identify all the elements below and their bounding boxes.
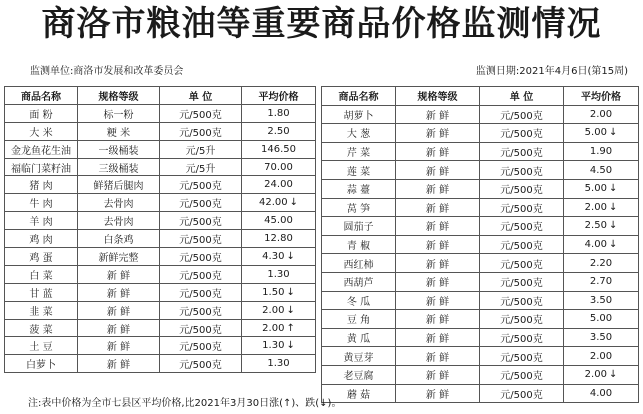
cell-name: 莲 菜: [322, 161, 396, 180]
table-row: [5, 265, 316, 283]
cell-name: 蘑 菇: [322, 384, 396, 403]
price-value: 3.50: [589, 332, 613, 344]
cell-unit: 元/500克: [480, 291, 564, 310]
arrow-down-icon: ↓: [286, 304, 295, 316]
cell-spec: 标一粉: [78, 104, 160, 122]
cell-unit: 元/500克: [480, 347, 564, 366]
price-value: 12.80: [264, 233, 293, 245]
price-value: 2.00: [589, 108, 613, 120]
cell-name: 青 椒: [322, 235, 396, 254]
cell-price: [242, 158, 316, 176]
cell-unit: 元/500克: [160, 212, 242, 230]
cell-name: 西红柿: [322, 254, 396, 273]
price-value: 1.30: [262, 340, 285, 352]
cell-price: [242, 248, 316, 266]
cell-price: [242, 212, 316, 230]
cell-spec: 新 鲜: [396, 105, 480, 124]
cell-unit: 元/500克: [480, 310, 564, 329]
cell-price: [564, 198, 639, 217]
cell-name: 菠 菜: [5, 319, 78, 337]
cell-unit: 元/500克: [160, 194, 242, 212]
price-value: 3.50: [589, 294, 613, 306]
cell-unit: 元/500克: [480, 124, 564, 143]
cell-name: 蒜 薹: [322, 179, 396, 198]
price-value: 4.50: [589, 164, 613, 176]
cell-unit: 元/500克: [480, 254, 564, 273]
table-row: [5, 355, 316, 373]
cell-name: 白 菜: [5, 265, 78, 283]
cell-price: [242, 337, 316, 355]
table-row: [322, 198, 639, 217]
col-header-price: 平均价格: [564, 87, 639, 106]
cell-name: 大 葱: [322, 124, 396, 143]
cell-price: [564, 384, 639, 403]
cell-name: 芹 菜: [322, 142, 396, 161]
cell-spec: 新 鲜: [396, 347, 480, 366]
cell-spec: 新 鲜: [396, 310, 480, 329]
col-header-unit: 单 位: [480, 87, 564, 106]
cell-spec: 新 鲜: [396, 254, 480, 273]
cell-price: [242, 140, 316, 158]
cell-name: 土 豆: [5, 337, 78, 355]
cell-unit: 元/500克: [480, 217, 564, 236]
cell-price: [564, 328, 639, 347]
price-table-left: [4, 86, 316, 373]
cell-price: [564, 254, 639, 273]
cell-unit: 元/500克: [480, 198, 564, 217]
cell-name: 老豆腐: [322, 365, 396, 384]
table-row: [322, 272, 639, 291]
col-header-unit: 单 位: [160, 87, 242, 105]
cell-unit: 元/500克: [160, 104, 242, 122]
cell-unit: 元/500克: [160, 122, 242, 140]
cell-spec: 新 鲜: [78, 283, 160, 301]
cell-price: [564, 310, 639, 329]
cell-price: [564, 105, 639, 124]
table-row: [322, 328, 639, 347]
cell-price: [242, 230, 316, 248]
price-value: 24.00: [264, 179, 293, 191]
cell-unit: 元/500克: [160, 337, 242, 355]
cell-spec: 新 鲜: [396, 217, 480, 236]
cell-unit: 元/500克: [480, 105, 564, 124]
cell-spec: 新 鲜: [396, 124, 480, 143]
table-row: [322, 291, 639, 310]
cell-unit: 元/500克: [160, 265, 242, 283]
arrow-up-icon: ↑: [286, 322, 295, 334]
arrow-down-icon: ↓: [608, 220, 618, 232]
cell-spec: 新 鲜: [78, 301, 160, 319]
cell-unit: 元/500克: [480, 235, 564, 254]
col-header-spec: 规格等级: [396, 87, 480, 106]
table-row: [322, 217, 639, 236]
cell-spec: 新 鲜: [396, 365, 480, 384]
cell-price: [242, 283, 316, 301]
cell-name: 猪 肉: [5, 176, 78, 194]
cell-price: [242, 265, 316, 283]
cell-spec: 新 鲜: [396, 291, 480, 310]
cell-name: 圆茄子: [322, 217, 396, 236]
cell-unit: 元/500克: [480, 161, 564, 180]
price-value: 4.00: [589, 387, 613, 399]
cell-unit: 元/500克: [480, 328, 564, 347]
cell-name: 莴 笋: [322, 198, 396, 217]
table-row: [5, 104, 316, 122]
cell-spec: 新 鲜: [396, 179, 480, 198]
cell-name: 白萝卜: [5, 355, 78, 373]
cell-spec: 新 鲜: [396, 272, 480, 291]
price-value: 42.00: [258, 197, 288, 209]
table-row: [5, 140, 316, 158]
cell-name: 大 米: [5, 122, 78, 140]
arrow-down-icon: ↓: [608, 127, 618, 139]
cell-spec: 新鲜完整: [78, 248, 160, 266]
price-value: 45.00: [264, 215, 293, 227]
col-header-price: 平均价格: [242, 87, 316, 105]
cell-price: [564, 365, 639, 384]
price-value: 70.00: [264, 161, 293, 173]
price-value: 1.50: [262, 286, 285, 298]
table-row: [5, 319, 316, 337]
cell-unit: 元/500克: [160, 230, 242, 248]
price-value: 2.50: [267, 125, 290, 137]
price-value: 2.00: [589, 350, 613, 362]
cell-spec: 鲜猪后腿肉: [78, 176, 160, 194]
cell-spec: 新 鲜: [78, 265, 160, 283]
table-row: [5, 301, 316, 319]
page-title: 商洛市粮油等重要商品价格监测情况: [41, 4, 602, 44]
table-row: [322, 105, 639, 124]
cell-unit: 元/500克: [480, 384, 564, 403]
cell-name: 甘 蓝: [5, 283, 78, 301]
table-row: [322, 235, 639, 254]
table-row: [322, 365, 639, 384]
cell-price: [564, 142, 639, 161]
cell-name: 黄 瓜: [322, 328, 396, 347]
cell-name: 胡萝卜: [322, 105, 396, 124]
price-value: 2.00: [262, 322, 285, 334]
cell-spec: 新 鲜: [396, 235, 480, 254]
cell-unit: 元/5升: [160, 140, 242, 158]
arrow-down-icon: ↓: [608, 369, 618, 381]
cell-spec: 新 鲜: [396, 384, 480, 403]
cell-price: [242, 104, 316, 122]
cell-spec: 新 鲜: [396, 198, 480, 217]
cell-spec: 白条鸡: [78, 230, 160, 248]
cell-unit: 元/5升: [160, 158, 242, 176]
cell-name: 冬 瓜: [322, 291, 396, 310]
price-value: 5.00: [584, 127, 607, 139]
cell-spec: 新 鲜: [396, 142, 480, 161]
cell-price: [242, 194, 316, 212]
price-value: 5.00: [584, 183, 607, 195]
col-header-name: 商品名称: [5, 87, 78, 105]
cell-spec: 去骨肉: [78, 194, 160, 212]
cell-spec: 三级桶装: [78, 158, 160, 176]
cell-name: 福临门菜籽油: [5, 158, 78, 176]
cell-unit: 元/500克: [160, 248, 242, 266]
cell-price: [564, 347, 639, 366]
cell-unit: 元/500克: [160, 283, 242, 301]
cell-spec: 新 鲜: [396, 328, 480, 347]
cell-spec: 粳 米: [78, 122, 160, 140]
cell-name: 鸡 肉: [5, 230, 78, 248]
cell-price: [242, 319, 316, 337]
cell-price: [242, 301, 316, 319]
cell-spec: 去骨肉: [78, 212, 160, 230]
price-value: 2.00: [262, 304, 285, 316]
arrow-down-icon: ↓: [608, 201, 618, 213]
cell-name: 豆 角: [322, 310, 396, 329]
arrow-down-icon: ↓: [286, 286, 295, 298]
table-row: [5, 176, 316, 194]
price-value: 2.50: [584, 220, 607, 232]
cell-spec: 新 鲜: [78, 319, 160, 337]
cell-unit: 元/500克: [160, 301, 242, 319]
price-value: 2.00: [584, 201, 607, 213]
cell-unit: 元/500克: [160, 355, 242, 373]
price-value: 1.80: [267, 107, 290, 119]
table-row: [5, 122, 316, 140]
cell-price: [564, 272, 639, 291]
cell-name: 黄豆芽: [322, 347, 396, 366]
cell-price: [564, 179, 639, 198]
cell-name: 韭 菜: [5, 301, 78, 319]
price-table-right: [321, 86, 639, 403]
cell-name: 西葫芦: [322, 272, 396, 291]
price-value: 146.50: [261, 143, 296, 155]
table-row: [322, 347, 639, 366]
price-value: 1.30: [267, 268, 290, 280]
arrow-down-icon: ↓: [608, 183, 618, 195]
table-row: [5, 194, 316, 212]
price-value: 2.00: [584, 369, 607, 381]
price-value: 4.30: [262, 250, 285, 262]
cell-name: 鸡 蛋: [5, 248, 78, 266]
table-row: [322, 142, 639, 161]
table-row: [322, 254, 639, 273]
cell-unit: 元/500克: [480, 179, 564, 198]
table-header-row: [322, 87, 639, 106]
footnote: 注:表中价格为全市七县区平均价格,比2021年3月30日涨(↑)、跌(↓)。: [28, 398, 342, 409]
table-row: [322, 179, 639, 198]
price-value: 2.70: [589, 276, 613, 288]
cell-price: [564, 291, 639, 310]
price-value: 1.90: [589, 146, 613, 158]
cell-name: 金龙鱼花生油: [5, 140, 78, 158]
cell-spec: 一级桶装: [78, 140, 160, 158]
cell-price: [242, 176, 316, 194]
cell-unit: 元/500克: [480, 272, 564, 291]
arrow-down-icon: ↓: [286, 340, 295, 352]
arrow-down-icon: ↓: [608, 239, 618, 251]
cell-unit: 元/500克: [480, 142, 564, 161]
table-row: [5, 158, 316, 176]
monitor-date: 监测日期:2021年4月6日(第15周): [475, 66, 628, 77]
table-row: [322, 310, 639, 329]
table-row: [5, 212, 316, 230]
table-row: [322, 124, 639, 143]
cell-spec: 新 鲜: [78, 337, 160, 355]
cell-price: [564, 235, 639, 254]
table-row: [5, 283, 316, 301]
cell-spec: 新 鲜: [396, 161, 480, 180]
price-value: 5.00: [589, 313, 613, 325]
table-row: [5, 337, 316, 355]
cell-price: [564, 217, 639, 236]
table-header-row: [5, 87, 316, 105]
cell-price: [564, 161, 639, 180]
cell-price: [242, 122, 316, 140]
cell-price: [564, 124, 639, 143]
price-value: 4.00: [584, 239, 607, 251]
price-value: 2.20: [589, 257, 613, 269]
arrow-down-icon: ↓: [286, 250, 295, 262]
table-row: [5, 230, 316, 248]
col-header-spec: 规格等级: [78, 87, 160, 105]
cell-unit: 元/500克: [160, 319, 242, 337]
table-row: [322, 384, 639, 403]
col-header-name: 商品名称: [322, 87, 396, 106]
cell-name: 牛 肉: [5, 194, 78, 212]
cell-unit: 元/500克: [480, 365, 564, 384]
cell-spec: 新 鲜: [78, 355, 160, 373]
cell-price: [242, 355, 316, 373]
cell-name: 面 粉: [5, 104, 78, 122]
table-row: [322, 161, 639, 180]
arrow-down-icon: ↓: [289, 197, 299, 209]
price-value: 1.30: [267, 358, 290, 370]
cell-name: 羊 肉: [5, 212, 78, 230]
monitor-unit: 监测单位:商洛市发展和改革委员会: [30, 66, 184, 77]
cell-unit: 元/500克: [160, 176, 242, 194]
table-row: [5, 248, 316, 266]
